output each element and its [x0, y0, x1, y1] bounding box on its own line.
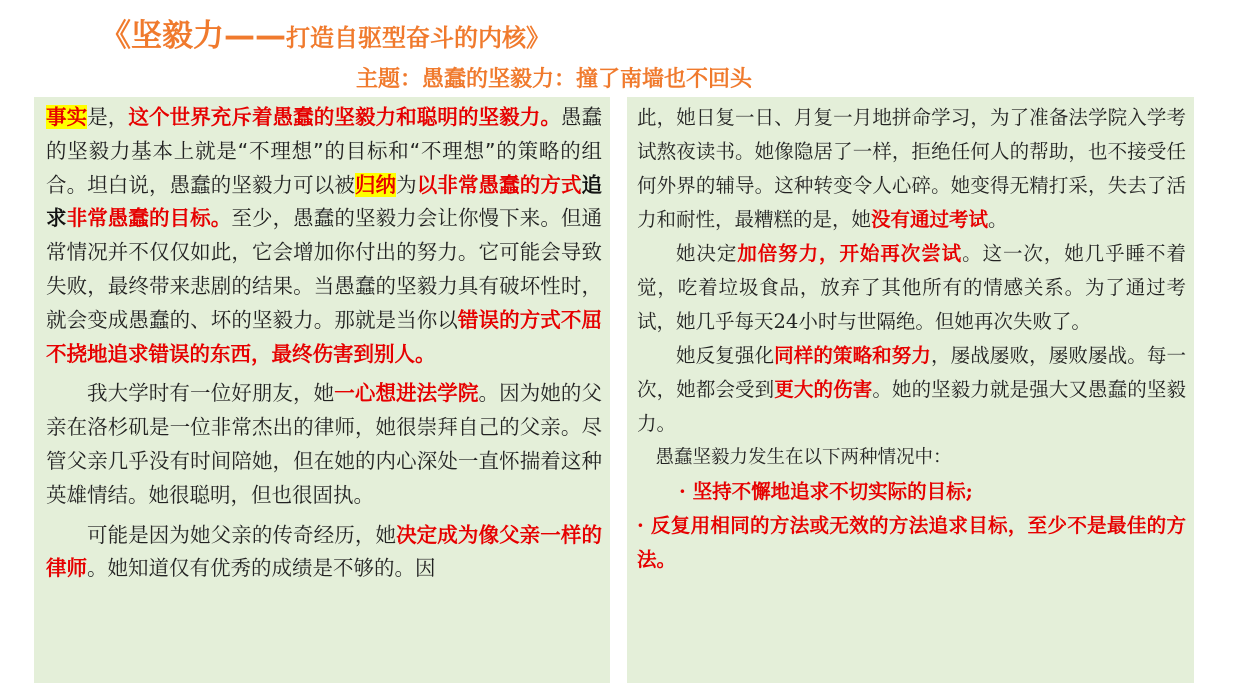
emphasis-text: 这个世界充斥着愚蠢的坚毅力和聪明的坚毅力。	[128, 105, 561, 129]
bold-text: 追求	[46, 172, 603, 231]
emphasis-text: 以非常愚蠢的方式	[416, 172, 582, 197]
text-run: 。这一次，她几乎睡不着觉，吃着垃圾食品，放弃了其他所有的情感关系。为了通过考试，她几乎每天24小时与世隔绝。但她再次失败了。	[637, 242, 1186, 333]
left-paragraph-3	[46, 519, 602, 587]
page-title	[100, 10, 550, 55]
text-run: 可能是因为她父亲的传奇经历，她	[87, 522, 397, 547]
emphasis-text: 没有通过考试	[871, 208, 989, 231]
page-subtitle: 主题：愚蠢的坚毅力：撞了南墙也不回头	[356, 67, 753, 92]
bullet-item-2: · 反复用相同的方法或无效的方法追求目标，至少不是最佳的方法。	[637, 514, 1186, 571]
text-run: 为	[396, 172, 417, 197]
right-paragraph-3	[637, 339, 1186, 441]
emphasis-text: 决定成为像父亲一样的律师	[46, 522, 602, 581]
text-run: ，屡战屡败，屡败屡战。每一次，她都会受到	[637, 344, 1186, 401]
highlight-summarize: 归纳	[354, 172, 397, 197]
highlight-fact: 事实	[46, 105, 88, 129]
text-run: 。	[988, 208, 1008, 231]
text-run: 我大学时有一位好朋友，她	[87, 381, 335, 406]
text-run: 是，	[87, 105, 129, 129]
text-run: 至少，愚蠢的坚毅力会让你慢下来。但通常情况并不仅仅如此，它会增加你付出的努力。它可能会导致失败，最终带来悲剧的结果。当愚蠢的坚毅力具有破坏性时，就会变成愚蠢的、坏的坚毅力。那就是当你以	[46, 206, 603, 332]
text-run: 此，她日复一日、月复一月地拼命学习，为了准备法学院入学考试熬夜读书。她像隐居了一样，拒绝任何人的帮助，也不接受任何外界的辅导。这种转变令人心碎。她变得无精打采，失去了活力和耐性，最糟糕的是，她	[637, 106, 1186, 231]
right-paragraph-4: 愚蠢坚毅力发生在以下两种情况中：	[655, 447, 952, 468]
page-title-rest: 打造自驱型奋斗的内核》	[286, 24, 550, 52]
left-paragraph-1	[46, 101, 602, 371]
text-run: 。因为她的父亲在洛杉矶是一位非常杰出的律师，她很崇拜自己的父亲。尽管父亲几乎没有时间陪她，但在她的内心深处一直怀揣着这种英雄情结。她很聪明，但也很固执。	[46, 381, 603, 507]
right-paragraph-1	[637, 101, 1186, 237]
emphasis-text: 非常愚蠢的目标。	[66, 206, 232, 231]
emphasis-text: 一心想进法学院	[334, 381, 479, 406]
right-text-panel	[627, 97, 1194, 683]
text-run: 。她知道仅有优秀的成绩是不够的。因	[87, 556, 436, 581]
text-run: 愚蠢的坚毅力基本上就是“不理想”的目标和“不理想”的策略的组合。坦白说，愚蠢的坚毅力可以被	[46, 105, 603, 197]
emphasis-text: 加倍努力，开始再次尝试	[737, 242, 963, 265]
emphasis-text: 更大的伤害	[774, 378, 873, 401]
bullet-item-1: · 坚持不懈地追求不切实际的目标;	[679, 480, 973, 503]
emphasis-text: 错误的方式不屈不挠地追求错误的东西，最终伤害到别人。	[46, 307, 602, 366]
text-run: 她反复强化	[676, 344, 775, 367]
page-title-main: 《坚毅力——	[100, 18, 286, 54]
right-paragraph-2	[637, 237, 1186, 339]
left-text-panel	[34, 97, 610, 683]
text-run: 她决定	[676, 242, 738, 265]
text-run: 。她的坚毅力就是强大又愚蠢的坚毅力。	[637, 378, 1186, 435]
emphasis-text: 同样的策略和努力	[774, 344, 932, 367]
left-paragraph-2	[46, 377, 602, 512]
